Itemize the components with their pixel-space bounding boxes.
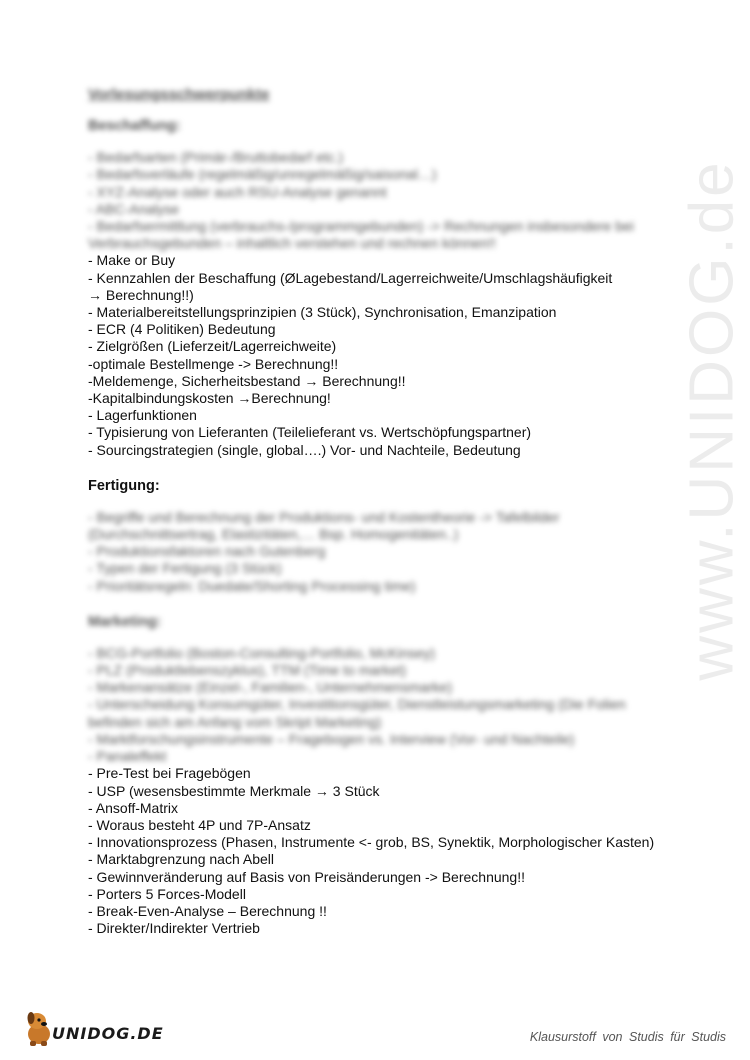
list-item: - Materialbereitstellungsprinzipien (3 Stück), Synchronisation, Emanzipation bbox=[88, 304, 557, 321]
list-item: - Begriffe und Berechnung der Produktions- und Kostentheorie -> Tafelbilder (Durchschnittsertrag, Elastizitäten,… Bsp. Homogenitäten..) bbox=[88, 508, 560, 543]
list-item: - Sourcingstrategien (single, global….) Vor- und Nachteile, Bedeutung bbox=[88, 441, 521, 458]
section-heading-marketing: Marketing: bbox=[88, 613, 162, 630]
list-item: -Meldemenge, Sicherheitsbestand → Berechnung!! bbox=[88, 372, 406, 389]
document-title: Vorlesungsschwerpunkte bbox=[88, 86, 270, 103]
list-item: - Typen der Fertigung (3 Stück) bbox=[88, 560, 282, 577]
list-item: - USP (wesensbestimmte Merkmale → 3 Stück bbox=[88, 782, 380, 799]
list-item: - Woraus besteht 4P und 7P-Ansatz bbox=[88, 816, 311, 833]
unidog-logo bbox=[22, 1008, 164, 1050]
list-item: - Zielgrößen (Lieferzeit/Lagerreichweite) bbox=[88, 338, 337, 355]
list-item: - Direkter/Indirekter Vertrieb bbox=[88, 920, 260, 937]
list-item: - ECR (4 Politiken) Bedeutung bbox=[88, 321, 276, 338]
list-item: - Panaleffekt bbox=[88, 748, 167, 765]
footer-tagline: Klausurstoff von Studis für Studis bbox=[529, 1030, 726, 1044]
document-content bbox=[88, 86, 660, 937]
list-item: - Porters 5 Forces-Modell bbox=[88, 885, 246, 902]
list-item: -Kapitalbindungskosten →Berechnung! bbox=[88, 390, 331, 407]
logo-text: UNIDOG.DE bbox=[52, 1024, 164, 1043]
list-item: - Innovationsprozess (Phasen, Instrumente <- grob, BS, Synektik, Morphologischer Kasten) bbox=[88, 834, 655, 851]
list-item: - BCG-Portfolio (Boston-Consulting-Portfolio, McKinsey) bbox=[88, 644, 436, 661]
list-item: - Ansoff-Matrix bbox=[88, 799, 178, 816]
list-item: - Bedarfsarten (Primär-/Bruttobedarf etc.) bbox=[88, 149, 344, 166]
list-item: - Bedarfsverläufe (regelmäßig/unregelmäßig/saisonal…) bbox=[88, 166, 437, 183]
list-item: - XYZ-Analyse oder auch RSU-Analyse genannt bbox=[88, 183, 387, 200]
list-item: - Break-Even-Analyse – Berechnung !! bbox=[88, 902, 327, 919]
list-item: - Bedarfsermittlung (verbrauchs-/programmgebunden) -> Rechnungen insbesondere bei Verbrauchsgebunden – inhaltlich verstehen und rechnen können!! bbox=[88, 218, 634, 252]
watermark: www.UNIDOG.de bbox=[677, 159, 747, 681]
dog-mascot-icon bbox=[22, 1008, 56, 1048]
list-item: → Berechnung!!) bbox=[88, 286, 194, 303]
list-item: -optimale Bestellmenge -> Berechnung!! bbox=[88, 355, 339, 372]
list-item: - Lagerfunktionen bbox=[88, 407, 197, 424]
list-item: - Prioritätsregeln: Duedate/Shorting Processing time) bbox=[88, 577, 416, 594]
list-item: - Produktionsfaktoren nach Gutenberg bbox=[88, 543, 326, 560]
section-heading-fertigung: Fertigung: bbox=[88, 477, 160, 494]
list-item: - Make or Buy bbox=[88, 252, 176, 269]
list-item: - Marktforschungsinstrumente – Fragebogen vs. Interview (Vor- und Nachteile) bbox=[88, 730, 575, 747]
list-item: - Marktabgrenzung nach Abell bbox=[88, 851, 274, 868]
list-item: - ABC-Analyse bbox=[88, 200, 180, 217]
list-item: - Typisierung von Lieferanten (Teilelieferant vs. Wertschöpfungspartner) bbox=[88, 424, 532, 441]
list-item: - PLZ (Produktlebenszyklus), TTM (Time to market) bbox=[88, 662, 407, 679]
list-item: - Markenansätze (Einzel-, Familien-, Unternehmensmarke) bbox=[88, 679, 453, 696]
section-heading-beschaffung: Beschaffung: bbox=[88, 118, 181, 135]
list-item: - Gewinnveränderung auf Basis von Preisänderungen -> Berechnung!! bbox=[88, 868, 525, 885]
list-item: - Pre-Test bei Fragebögen bbox=[88, 765, 251, 782]
list-item: - Unterscheidung Konsumgüter, Investitionsgüter, Dienstleistungsmarketing (Die Folien befinden sich am Anfang vom Skript Marketing) bbox=[88, 696, 626, 730]
list-item: - Kennzahlen der Beschaffung (ØLagebestand/Lagerreichweite/Umschlagshäufigkeit bbox=[88, 269, 613, 286]
